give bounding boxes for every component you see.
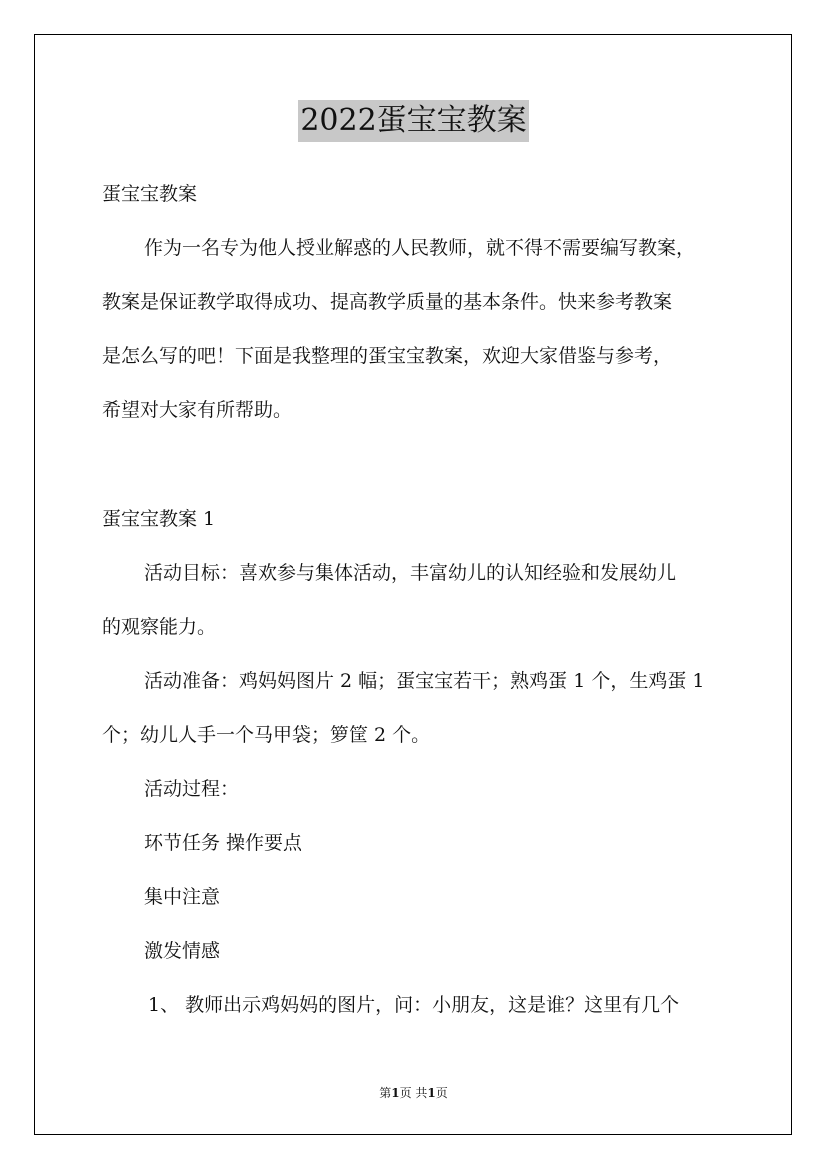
footer-page-total: 1 (427, 1086, 436, 1100)
footer-page-suffix: 页 共 (399, 1086, 428, 1100)
process-label: 活动过程： (144, 778, 240, 800)
prep-line-2: 个；幼儿人手一个马甲袋；箩筐 2 个。 (102, 724, 431, 746)
footer-page-current: 1 (391, 1086, 400, 1100)
intro-line-4: 希望对大家有所帮助。 (102, 399, 293, 421)
step-focus: 集中注意 (144, 886, 221, 908)
title-container (0, 100, 827, 142)
table-header: 环节任务 操作要点 (144, 832, 303, 854)
footer-page-prefix: 第 (379, 1086, 392, 1100)
page-footer (0, 1085, 827, 1101)
section-title: 蛋宝宝教案 1 (102, 508, 216, 530)
goal-line-2: 的观察能力。 (102, 616, 217, 638)
document-title: 2022蛋宝宝教案 (298, 100, 528, 142)
intro-line-3: 是怎么写的吧！下面是我整理的蛋宝宝教案，欢迎大家借鉴与参考， (102, 345, 673, 367)
intro-line-1: 作为一名专为他人授业解惑的人民教师，就不得不需要编写教案， (144, 237, 696, 259)
goal-line-1: 活动目标：喜欢参与集体活动，丰富幼儿的认知经验和发展幼儿 (144, 562, 677, 584)
step-1-line: 1、 教师出示鸡妈妈的图片，问：小朋友，这是谁？这里有几个 (148, 994, 680, 1016)
footer-page-end: 页 (435, 1086, 448, 1100)
prep-line-1: 活动准备：鸡妈妈图片 2 幅；蛋宝宝若干；熟鸡蛋 1 个，生鸡蛋 1 (144, 670, 705, 692)
intro-line-2: 教案是保证教学取得成功、提高教学质量的基本条件。快来参考教案 (102, 291, 673, 313)
step-emotion: 激发情感 (144, 940, 221, 962)
document-heading: 蛋宝宝教案 (102, 183, 198, 205)
